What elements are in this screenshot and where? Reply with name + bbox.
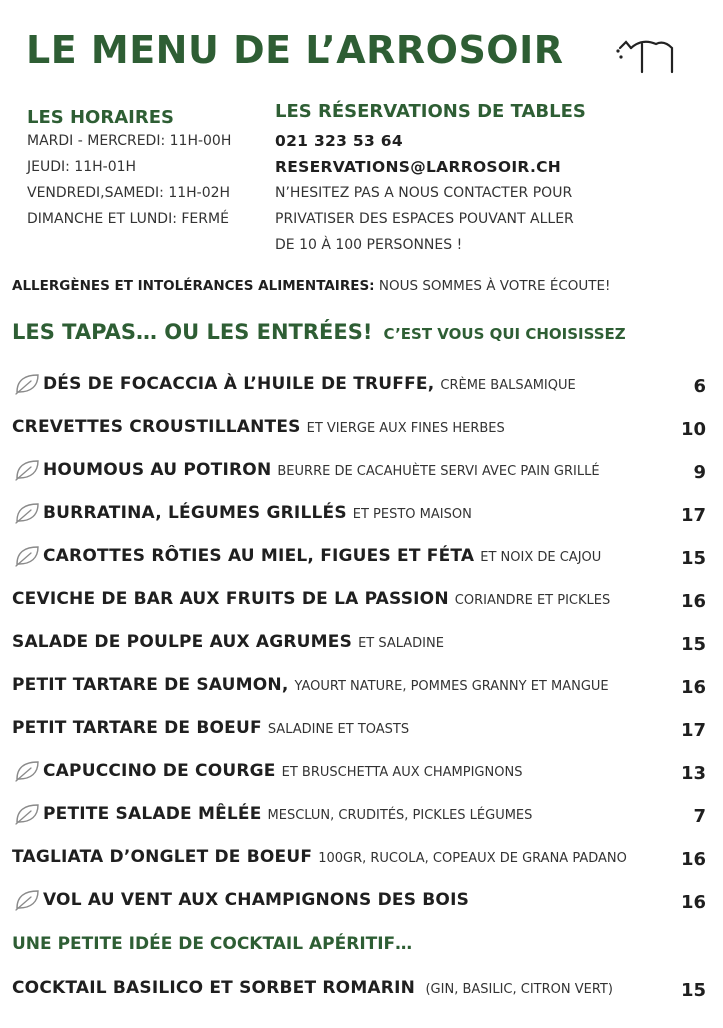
dish-name: CAROTTES RÔTIES AU MIEL, FIGUES ET FÉTA — [43, 546, 475, 566]
dish-description: YAOURT NATURE, POMMES GRANNY ET MANGUE — [294, 679, 609, 694]
dish-price: 9 — [693, 462, 706, 483]
dish-text — [12, 847, 627, 867]
dish-price: 16 — [680, 677, 706, 698]
leaf-icon — [13, 802, 41, 826]
reservations-line: PRIVATISER DES ESPACES POUVANT ALLER — [275, 211, 574, 227]
dish-price: 6 — [693, 376, 706, 397]
hours-line: VENDREDI,SAMEDI: 11H-02H — [27, 185, 231, 201]
dish-text — [43, 503, 472, 523]
hours-line: JEUDI: 11H-01H — [27, 159, 137, 175]
dish-text — [43, 761, 522, 781]
watering-can-icon — [612, 30, 684, 76]
dish-price: 15 — [680, 634, 706, 655]
dish-description: ET NOIX DE CAJOU — [480, 550, 602, 565]
dish-name: PETITE SALADE MÊLÉE — [43, 804, 262, 824]
reservations-line: N’HESITEZ PAS A NOUS CONTACTER POUR — [275, 185, 573, 201]
dish-name: COCKTAIL BASILICO ET SORBET ROMARIN — [12, 978, 416, 998]
dish-price: 15 — [680, 548, 706, 569]
dish-name: VOL AU VENT AUX CHAMPIGNONS DES BOIS — [43, 890, 470, 910]
reservations-info — [275, 128, 574, 258]
dish-name: HOUMOUS AU POTIRON — [43, 460, 272, 480]
dish-description: ET BRUSCHETTA AUX CHAMPIGNONS — [281, 765, 523, 780]
leaf-icon — [13, 372, 41, 396]
cocktail-heading: UNE PETITE IDÉE DE COCKTAIL APÉRITIF… — [12, 934, 413, 954]
dish-text — [12, 417, 505, 437]
dish-price: 13 — [680, 763, 706, 784]
dish-text — [12, 675, 609, 695]
dish-text — [43, 546, 601, 566]
reservations-email[interactable]: RESERVATIONS@LARROSOIR.CH — [275, 158, 562, 176]
dish-description: ET SALADINE — [358, 636, 444, 651]
hours-list — [27, 128, 231, 232]
dish-text — [43, 890, 469, 910]
dish-text — [43, 460, 600, 480]
tapas-heading: LES TAPAS… OU LES ENTRÉES! — [12, 320, 373, 344]
dish-description: ET PESTO MAISON — [352, 507, 472, 522]
leaf-icon — [13, 458, 41, 482]
dish-text — [12, 978, 613, 998]
leaf-icon — [13, 759, 41, 783]
reservations-heading: LES RÉSERVATIONS DE TABLES — [275, 101, 586, 122]
leaf-icon — [13, 501, 41, 525]
hours-line: DIMANCHE ET LUNDI: FERMÉ — [27, 211, 229, 227]
dish-description: (GIN, BASILIC, CITRON VERT) — [425, 982, 613, 997]
dish-description: SALADINE ET TOASTS — [267, 722, 410, 737]
dish-text — [12, 632, 444, 652]
dish-price: 17 — [680, 720, 706, 741]
dish-price: 17 — [680, 505, 706, 526]
dish-description: 100GR, RUCOLA, COPEAUX DE GRANA PADANO — [318, 851, 627, 866]
tapas-subheading: C’EST VOUS QUI CHOISISSEZ — [383, 325, 626, 343]
dish-name: CEVICHE DE BAR AUX FRUITS DE LA PASSION — [12, 589, 449, 609]
dish-name: SALADE DE POULPE AUX AGRUMES — [12, 632, 353, 652]
allergens-text: NOUS SOMMES À VOTRE ÉCOUTE! — [378, 278, 611, 294]
dish-price: 16 — [680, 591, 706, 612]
dish-name: CAPUCCINO DE COURGE — [43, 761, 276, 781]
dish-text — [43, 374, 576, 394]
allergens-note — [12, 278, 610, 294]
dish-price: 15 — [680, 980, 706, 1001]
dish-description: ET VIERGE AUX FINES HERBES — [306, 421, 505, 436]
cocktail-item — [0, 978, 723, 1028]
leaf-icon — [13, 544, 41, 568]
tapas-heading-block — [12, 320, 626, 344]
dish-name: DÉS DE FOCACCIA À L’HUILE DE TRUFFE, — [43, 374, 435, 394]
hours-line: MARDI - MERCREDI: 11H-00H — [27, 133, 232, 149]
hours-heading: LES HORAIRES — [27, 107, 174, 128]
dish-name: PETIT TARTARE DE SAUMON, — [12, 675, 289, 695]
allergens-label: ALLERGÈNES ET INTOLÉRANCES ALIMENTAIRES: — [12, 278, 375, 294]
dish-price: 10 — [680, 419, 706, 440]
reservations-phone[interactable]: 021 323 53 64 — [275, 132, 403, 150]
dish-name: BURRATINA, LÉGUMES GRILLÉS — [43, 503, 347, 523]
dish-name: CREVETTES CROUSTILLANTES — [12, 417, 301, 437]
dish-description: BEURRE DE CACAHUÈTE SERVI AVEC PAIN GRILLÉ — [277, 464, 600, 479]
dish-price: 7 — [693, 806, 706, 827]
dish-description: CORIANDRE ET PICKLES — [454, 593, 611, 608]
dish-text — [12, 718, 409, 738]
dish-text — [43, 804, 532, 824]
dish-description: CRÈME BALSAMIQUE — [440, 378, 576, 393]
dish-price: 16 — [680, 892, 706, 913]
dish-price: 16 — [680, 849, 706, 870]
leaf-icon — [13, 888, 41, 912]
reservations-line: DE 10 À 100 PERSONNES ! — [275, 237, 463, 253]
dish-text — [12, 589, 610, 609]
menu-title: LE MENU DE L’ARROSOIR — [26, 28, 564, 72]
dish-name: TAGLIATA D’ONGLET DE BOEUF — [12, 847, 313, 867]
dish-name: PETIT TARTARE DE BOEUF — [12, 718, 262, 738]
dish-description: MESCLUN, CRUDITÉS, PICKLES LÉGUMES — [267, 808, 533, 823]
